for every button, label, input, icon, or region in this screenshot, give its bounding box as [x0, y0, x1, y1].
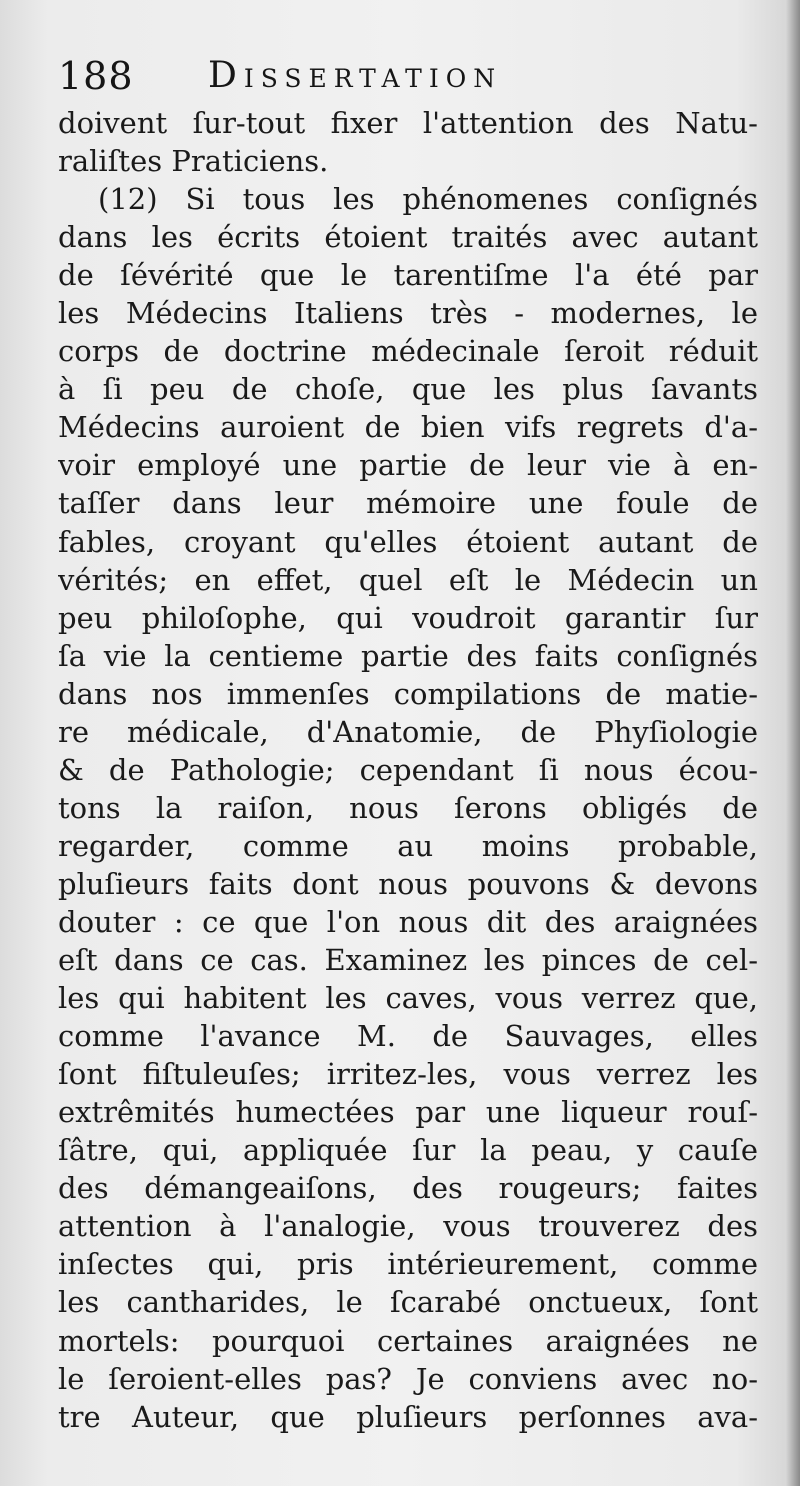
- text-line: extrêmités humectées par une liqueur rouſ-: [58, 1095, 758, 1130]
- text-line: à ſi peu de choſe, que les plus ſavants: [58, 372, 758, 407]
- text-line: Médecins auroient de bien vifs regrets d'a-: [58, 410, 758, 445]
- text-line: ſa vie la centieme partie des faits conſignés: [58, 638, 758, 673]
- page-header: [58, 52, 758, 112]
- text-line: & de Pathologie; cependant ſi nous écou-: [58, 752, 758, 787]
- text-line: raliſtes Praticiens.: [58, 144, 329, 179]
- text-line: ſâtre, qui, appliquée ſur la peau, y cauſe: [58, 1133, 758, 1168]
- text-line: taſſer dans leur mémoire une foule de: [58, 486, 758, 521]
- body-text: [58, 104, 758, 1436]
- text-line: dans les écrits étoient traités avec autant: [58, 220, 758, 255]
- text-line: pluſieurs faits dont nous pouvons & devons: [58, 866, 758, 901]
- text-line: eſt dans ce cas. Examinez les pinces de cel-: [58, 943, 758, 978]
- text-line: voir employé une partie de leur vie à en-: [58, 448, 758, 483]
- text-line: doivent ſur-tout fixer l'attention des Natu-: [58, 106, 758, 140]
- text-line: douter : ce que l'on nous dit des araignées: [58, 904, 758, 939]
- text-line: de ſévérité que le tarentiſme l'a été par: [58, 258, 758, 293]
- text-line: inſectes qui, pris intérieurement, comme: [58, 1247, 758, 1282]
- text-line: tons la raiſon, nous ſerons obligés de: [58, 790, 758, 825]
- text-line: comme l'avance M. de Sauvages, elles: [58, 1019, 758, 1054]
- text-line: mortels: pourquoi certaines araignées ne: [58, 1323, 758, 1358]
- text-line: ſont fiſtuleuſes; irritez-les, vous verrez les: [58, 1057, 758, 1092]
- text-line: attention à l'analogie, vous trouverez des: [58, 1209, 758, 1244]
- text-line: regarder, comme au moins probable,: [58, 828, 758, 863]
- text-line: le ſeroient-elles pas? Je conviens avec no-: [58, 1361, 758, 1396]
- text-line: les qui habitent les caves, vous verrez que,: [58, 981, 758, 1016]
- text-line: (12) Si tous les phénomenes conſignés: [98, 182, 758, 217]
- text-line: fables, croyant qu'elles étoient autant de: [58, 524, 758, 559]
- text-line: des démangeaiſons, des rougeurs; faites: [58, 1171, 758, 1206]
- running-head: Dissertation: [208, 55, 503, 96]
- text-line: tre Auteur, que pluſieurs perſonnes ava-: [58, 1399, 758, 1434]
- page-number: 188: [58, 54, 134, 98]
- text-line: vérités; en effet, quel eſt le Médecin un: [58, 562, 758, 597]
- text-line: peu philoſophe, qui voudroit garantir ſur: [58, 600, 758, 635]
- text-line: les Médecins Italiens très - modernes, le: [58, 296, 758, 331]
- text-line: re médicale, d'Anatomie, de Phyſiologie: [58, 714, 758, 749]
- text-line: dans nos immenſes compilations de matie-: [58, 676, 758, 711]
- text-line: les cantharides, le ſcarabé onctueux, ſont: [58, 1285, 758, 1320]
- text-line: corps de doctrine médecinale ſeroit réduit: [58, 334, 758, 369]
